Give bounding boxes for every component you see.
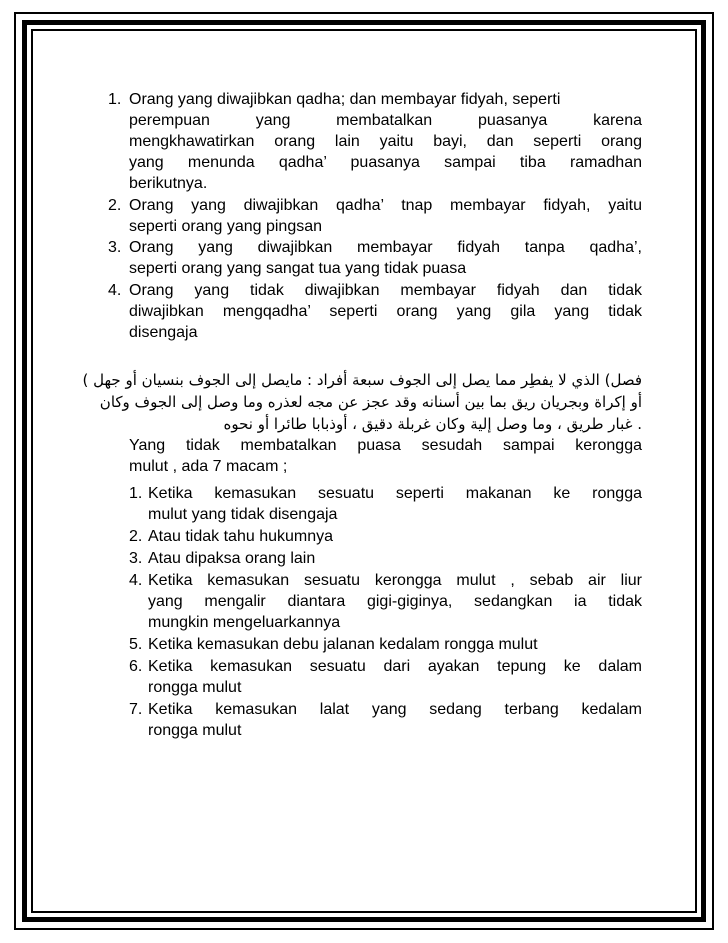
- list1-item-4-line: Orang yang tidak diwajibkan membayar fidyah dan tidak: [129, 282, 642, 299]
- list2-number: 3.: [129, 550, 143, 567]
- list1-item-1-line: yang menunda qadha’ puasanya sampai tiba ramadhan: [129, 154, 642, 171]
- list1-item-3-line: Orang yang diwajibkan membayar fidyah tanpa qadha’,: [129, 239, 642, 256]
- list1-number: 4.: [108, 282, 122, 299]
- intro-line: Yang tidak membatalkan puasa sesudah sampai kerongga: [129, 437, 642, 454]
- list2-number: 1.: [129, 485, 143, 502]
- list2-number: 4.: [129, 572, 143, 589]
- list2-number: 2.: [129, 528, 143, 545]
- list2-item-1-line: Ketika kemasukan sesuatu seperti makanan ke rongga: [148, 485, 642, 502]
- arabic-line: . غبار طريق ، وما وصل إلية وكان غربلة دقيق ، أوذبابا طائرا أو نحوه: [223, 415, 642, 433]
- list2-item-2-line: Atau tidak tahu hukumnya: [148, 528, 334, 545]
- list2-item-4-line: mungkin mengeluarkannya: [148, 614, 341, 631]
- arabic-line: أو إكراة وبجريان ريق بما بين أسنانه وقد عجز عن مجه لعذره وما وصل إلى الجوف وكان: [99, 393, 642, 411]
- list2-item-6-line: Ketika kemasukan sesuatu dari ayakan tepung ke dalam: [148, 658, 642, 675]
- list1-item-2-line: seperti orang yang pingsan: [129, 218, 323, 235]
- list1-number: 2.: [108, 197, 122, 214]
- list1-item-1-line: Orang yang diwajibkan qadha; dan membayar fidyah, seperti: [129, 91, 561, 108]
- list1-item-3-line: seperti orang yang sangat tua yang tidak puasa: [129, 260, 467, 277]
- list1-item-1-line: mengkhawatirkan orang lain yaitu bayi, dan seperti orang: [129, 133, 642, 150]
- list2-item-4-line: yang mengalir diantara gigi-giginya, sedangkan ia tidak: [148, 593, 642, 610]
- list1-number: 3.: [108, 239, 122, 256]
- list1-item-1-line: perempuan yang membatalkan puasanya karena: [129, 112, 642, 129]
- list2-number: 5.: [129, 636, 143, 653]
- list2-item-4-line: Ketika kemasukan sesuatu kerongga mulut , sebab air liur: [148, 572, 642, 589]
- list2-item-7-line: Ketika kemasukan lalat yang sedang terbang kedalam: [148, 701, 642, 718]
- list1-item-2-line: Orang yang diwajibkan qadha’ tnap membayar fidyah, yaitu: [129, 197, 642, 214]
- list2-item-3-line: Atau dipaksa orang lain: [148, 550, 316, 567]
- list1-item-4-line: disengaja: [129, 324, 198, 341]
- list2-item-5-line: Ketika kemasukan debu jalanan kedalam rongga mulut: [148, 636, 538, 653]
- arabic-line: فصل) الذي لا يفطِر مما يصل إلى الجوف سبعة أفراد : مايصل إلى الجوف بنسيان أو جهل ): [82, 371, 642, 389]
- list2-item-6-line: rongga mulut: [148, 679, 242, 696]
- intro-line: mulut , ada 7 macam ;: [129, 458, 288, 475]
- list2-number: 7.: [129, 701, 143, 718]
- list2-number: 6.: [129, 658, 143, 675]
- list2-item-7-line: rongga mulut: [148, 722, 242, 739]
- list1-item-4-line: diwajibkan mengqadha’ seperti orang yang gila yang tidak: [129, 303, 642, 320]
- list1-number: 1.: [108, 91, 122, 108]
- list2-item-1-line: mulut yang tidak disengaja: [148, 506, 338, 523]
- list1-item-1-line: berikutnya.: [129, 175, 208, 192]
